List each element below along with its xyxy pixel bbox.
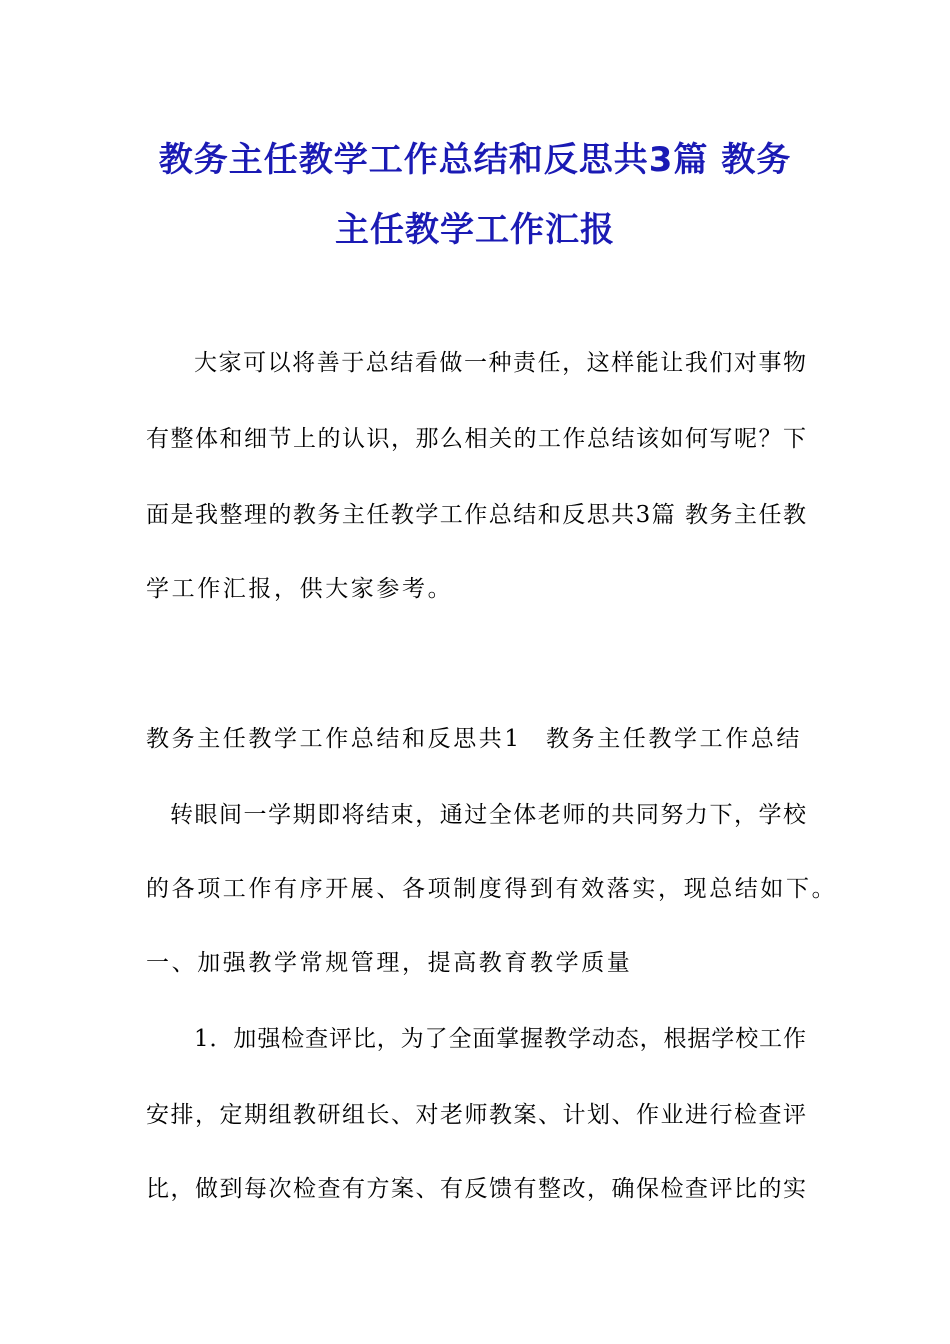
intro-line-1: 大家可以将善于总结看做一种责任，这样能让我们对事物 [194,350,806,376]
item1-line-3: 比，做到每次检查有方案、有反馈有整改，确保检查评比的实 [146,1176,806,1202]
intro-line-3: 面是我整理的教务主任教学工作总结和反思共3篇 教务主任教 [146,502,806,528]
section-heading-right: 教务主任教学工作总结 [546,726,802,752]
item1-line-1: 1．加强检查评比，为了全面掌握教学动态，根据学校工作 [194,1026,806,1052]
document-title-line-2: 主任教学工作汇报 [335,210,615,250]
intro-line-4: 学工作汇报，供大家参考。 [146,576,454,602]
subheading-1: 一、加强教学常规管理，提高教育教学质量 [146,950,633,976]
section-heading-left: 教务主任教学工作总结和反思共1 [146,726,522,752]
intro-line-2: 有整体和细节上的认识，那么相关的工作总结该如何写呢？下 [146,426,806,452]
para1-line-1: 转眼间一学期即将结束，通过全体老师的共同努力下，学校 [170,802,806,828]
item1-line-2: 安排，定期组教研组长、对老师教案、计划、作业进行检查评 [146,1102,806,1128]
para1-line-2: 的各项工作有序开展、各项制度得到有效落实，现总结如下。 [146,876,838,902]
document-title-line-1: 教务主任教学工作总结和反思共3篇 教务 [158,140,792,180]
